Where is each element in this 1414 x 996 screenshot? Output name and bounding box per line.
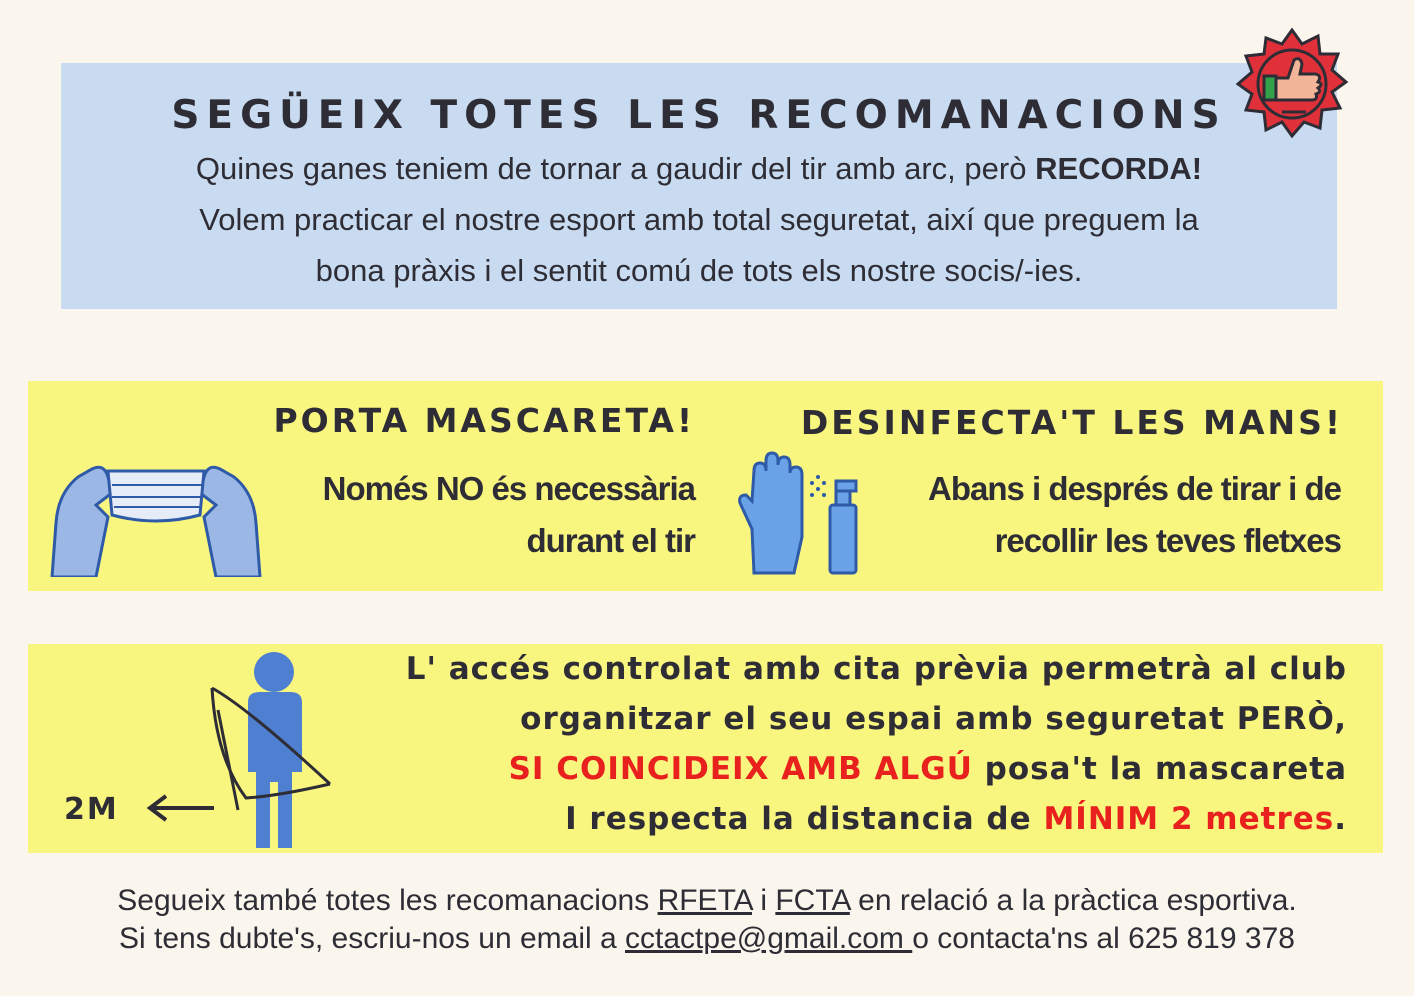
footer-line-1-text: Segueix també totes les recomanacions (117, 884, 658, 917)
footer-line-1-end: en relació a la pràctica esportiva. (849, 884, 1297, 917)
access-line-2: organitzar el seu espai amb seguretat PERÒ, (520, 701, 1347, 737)
intro-line-1 (61, 143, 1337, 194)
footer-connector: i (752, 884, 776, 917)
face-mask-icon (48, 453, 264, 577)
intro-line-1-text: Quines ganes teniem de tornar a gaudir del tir amb arc, però (195, 151, 1036, 186)
mask-title: PORTA MASCARETA! (273, 401, 695, 440)
distance-label: 2M (64, 792, 119, 827)
intro-text (61, 143, 1337, 296)
fcta-link[interactable]: FCTA (775, 884, 850, 917)
archer-icon (208, 648, 338, 852)
hygiene-panel (28, 381, 1383, 591)
arrow-left-icon (146, 794, 218, 822)
mask-description (323, 463, 695, 567)
intro-emphasis: RECORDA! (1035, 151, 1203, 186)
access-text (406, 644, 1347, 844)
sanitize-title: DESINFECTA'T LES MANS! (800, 403, 1343, 442)
intro-line-2: Volem practicar el nostre esport amb total seguretat, així que preguem la (199, 202, 1199, 237)
access-line-4-text: I respecta la distancia de (565, 801, 1044, 837)
footer-line-2-text: Si tens dubte's, escriu-nos un email a (119, 922, 626, 955)
footer-line-2 (0, 920, 1414, 958)
access-line-3 (406, 744, 1347, 794)
page-title: SEGÜEIX TOTES LES RECOMANACIONS (171, 93, 1227, 138)
access-line-1: L' accés controlat amb cita prèvia permetrà al club (405, 651, 1347, 687)
sanitize-description (928, 463, 1341, 567)
sanitize-line-1: Abans i després de tirar i de (928, 470, 1341, 507)
mask-line-2: durant el tir (526, 522, 695, 559)
access-warning: SI COINCIDEIX AMB ALGÚ (508, 751, 973, 787)
mask-line-1: Només NO és necessària (322, 470, 695, 507)
hand-sanitizer-icon (736, 451, 866, 577)
footer-phone: o contacta'ns al 625 819 378 (912, 922, 1295, 955)
thumbs-up-icon (1236, 28, 1348, 140)
rfeta-link[interactable]: RFETA (657, 884, 753, 917)
intro-line-3: bona pràxis i el sentit comú de tots els nostre socis/-ies. (315, 253, 1083, 288)
minimum-distance: MÍNIM 2 metres (1043, 801, 1335, 837)
footer-line-1 (0, 882, 1414, 920)
email-link[interactable]: cctactpe@gmail.com (625, 922, 913, 955)
access-line-3-text: posa't la mascareta (972, 751, 1347, 787)
sanitize-line-2: recollir les teves fletxes (994, 522, 1341, 559)
access-line-4-end: . (1334, 801, 1347, 837)
intro-panel (61, 63, 1337, 309)
footer (0, 882, 1414, 958)
access-panel (28, 644, 1383, 853)
access-line-4 (406, 794, 1347, 844)
